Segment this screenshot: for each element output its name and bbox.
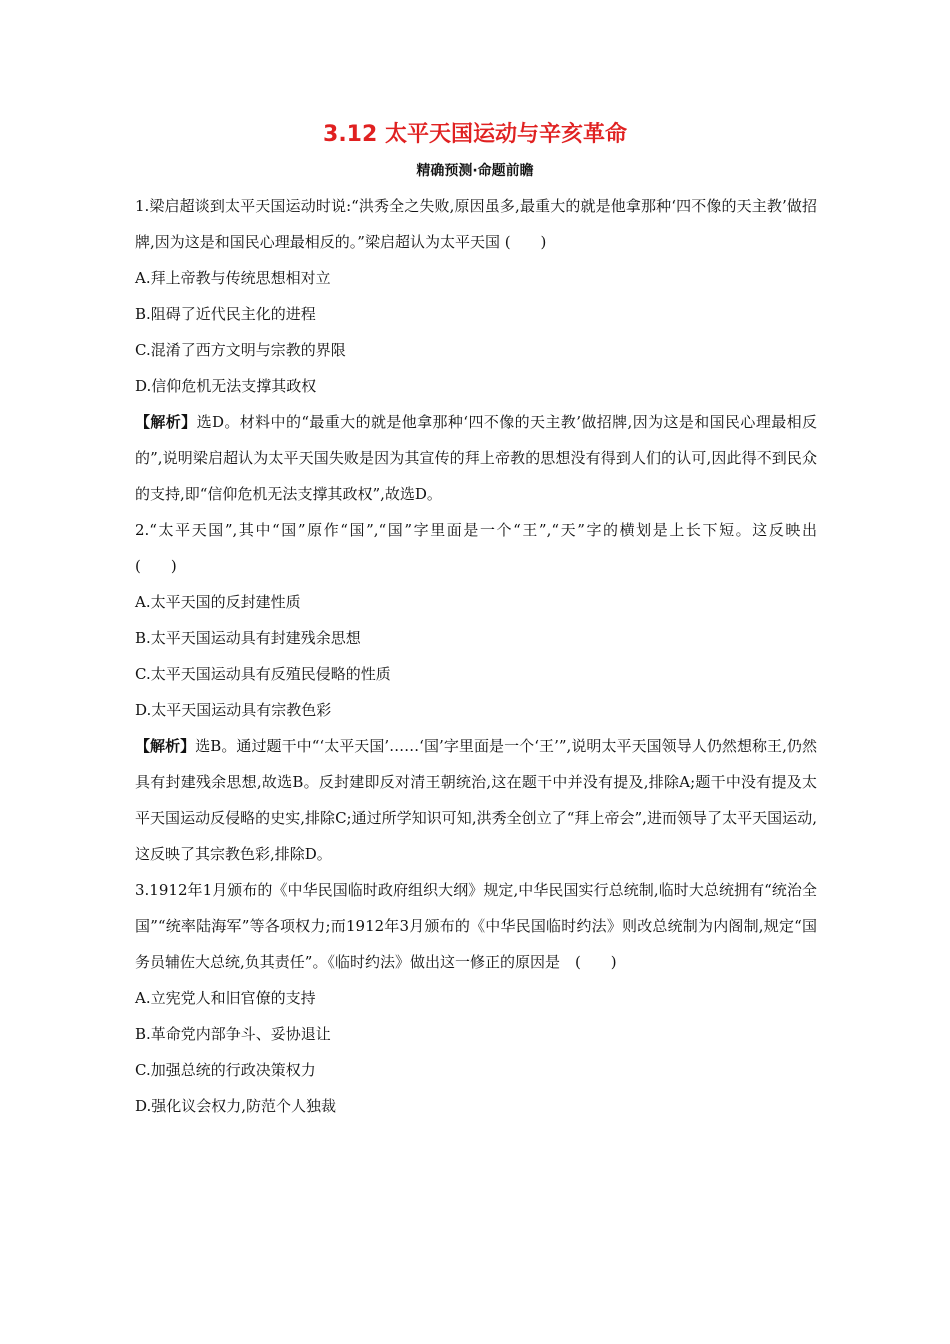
option-b: B.革命党内部争斗、妥协退让 — [135, 1025, 331, 1043]
option-a: A.太平天国的反封建性质 — [135, 593, 301, 611]
option-c: C.混淆了西方文明与宗教的界限 — [135, 341, 346, 359]
option-d: D.太平天国运动具有宗教色彩 — [135, 701, 332, 719]
question-stem: 2.“太平天国”,其中“国”原作“国”,“国”字里面是一个“王”,“天”字的横划是上长下短。这反映出 ( ) — [135, 521, 848, 575]
page-subtitle: 精确预测·命题前瞻 — [416, 163, 534, 179]
question-stem: 3.1912年1月颁布的《中华民国临时政府组织大纲》规定,中华民国实行总统制,临时大总统拥有“统治全国”“统率陆海军”等各项权力;而1912年3月颁布的《中华民国临时约法》则改总统制为内阁制,规定“国务员辅佐大总统,负其责任”。《临时约法》做出这一修正的原因是 ( ) — [135, 881, 817, 971]
question-2 — [135, 512, 848, 872]
analysis-label: 【解析】 — [135, 413, 197, 431]
analysis-text: 选B。通过题干中“‘太平天国’……‘国’字里面是一个‘王’”,说明太平天国领导人仍然想称王,仍然具有封建残余思想,故选B。反封建即反对清王朝统治,这在题干中并没有提及,排除A;题干中没有提及太平天国运动反侵略的史实,排除C;通过所学知识可知,洪秀全创立了“拜上帝会”,进而领导了太平天国运动,这反映了其宗教色彩,排除D。 — [135, 737, 817, 863]
question-3 — [135, 872, 817, 1124]
page-title: 3.12 太平天国运动与辛亥革命 — [323, 122, 627, 147]
option-d: D.强化议会权力,防范个人独裁 — [135, 1097, 337, 1115]
question-list — [135, 188, 848, 1124]
option-a: A.立宪党人和旧官僚的支持 — [135, 989, 316, 1007]
analysis-text: 选D。材料中的“最重大的就是他拿那种‘四不像的天主教’做招牌,因为这是和国民心理最相反的”,说明梁启超认为太平天国失败是因为其宣传的拜上帝教的思想没有得到人们的认可,因此得不到民众的支持,即“信仰危机无法支撑其政权”,故选D。 — [135, 413, 817, 503]
analysis-paragraph — [135, 404, 817, 512]
question-stem: 1.梁启超谈到太平天国运动时说:“洪秀全之失败,原因虽多,最重大的就是他拿那种‘四不像的天主教’做招牌,因为这是和国民心理最相反的。”梁启超认为太平天国 ( ) — [135, 197, 817, 251]
question-1 — [135, 188, 817, 512]
option-c: C.加强总统的行政决策权力 — [135, 1061, 316, 1079]
option-a: A.拜上帝教与传统思想相对立 — [135, 269, 331, 287]
option-b: B.阻碍了近代民主化的进程 — [135, 305, 316, 323]
option-b: B.太平天国运动具有封建残余思想 — [135, 629, 361, 647]
analysis-label: 【解析】 — [135, 737, 196, 755]
analysis-paragraph — [135, 728, 817, 872]
option-d: D.信仰危机无法支撑其政权 — [135, 377, 317, 395]
option-c: C.太平天国运动具有反殖民侵略的性质 — [135, 665, 391, 683]
